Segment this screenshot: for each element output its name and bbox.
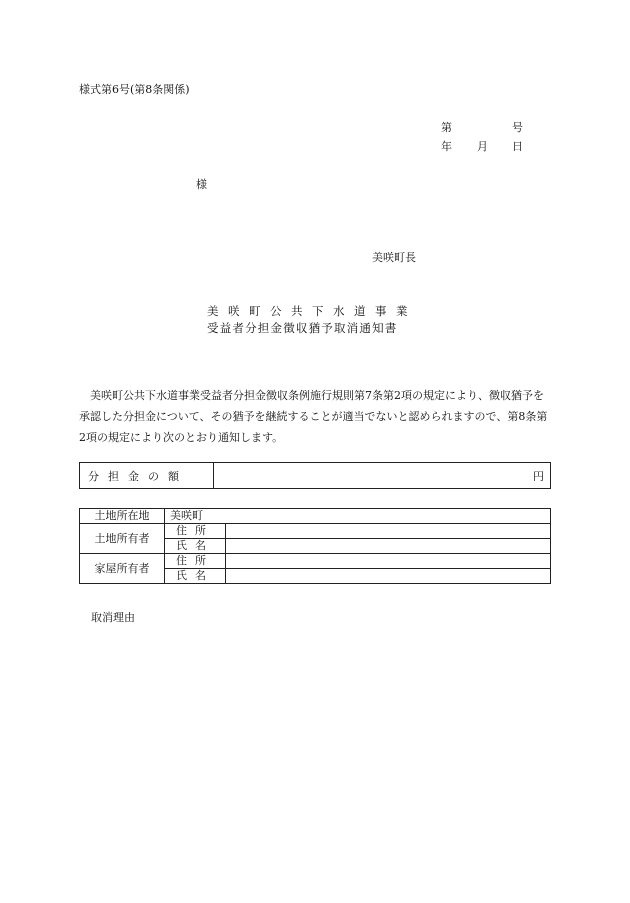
document-title-line1: 美咲町公共下水道事業 bbox=[207, 304, 417, 318]
land-owner-name-value bbox=[226, 539, 551, 554]
number-suffix: 号 bbox=[512, 121, 523, 134]
house-owner-name-value bbox=[226, 569, 551, 584]
land-location-label: 土地所在地 bbox=[80, 509, 165, 524]
document-title-line2: 受益者分担金徴収猶予取消通知書 bbox=[207, 321, 398, 335]
body-paragraph: 美咲町公共下水道事業受益者分担金徴収条例施行規則第7条第2項の規定により、徴収猶予を承認した分担金について、その猶予を継続することが適当でないと認められますので、第8条第2項の規定により次のとおり通知します。 bbox=[79, 389, 548, 444]
issuer-name: 美咲町長 bbox=[372, 251, 416, 264]
form-number: 様式第6号(第8条関係) bbox=[79, 83, 190, 96]
date-day: 日 bbox=[512, 140, 523, 153]
body-paragraph-block bbox=[79, 385, 551, 448]
amount-table bbox=[79, 462, 551, 489]
land-location-row bbox=[80, 509, 551, 524]
house-owner-address-row bbox=[80, 554, 551, 569]
number-prefix: 第 bbox=[441, 121, 452, 134]
house-owner-name-label: 氏名 bbox=[165, 569, 226, 584]
amount-row bbox=[80, 463, 551, 489]
land-owner-name-label: 氏名 bbox=[165, 539, 226, 554]
land-owner-label: 土地所有者 bbox=[80, 524, 165, 554]
land-owner-address-row bbox=[80, 524, 551, 539]
amount-unit: 円 bbox=[214, 463, 551, 489]
land-location-value: 美咲町 bbox=[165, 509, 551, 524]
owner-table bbox=[79, 508, 551, 584]
house-owner-address-label: 住所 bbox=[165, 554, 226, 569]
date-year: 年 bbox=[441, 140, 452, 153]
land-owner-address-value bbox=[226, 524, 551, 539]
cancellation-reason-label: 取消理由 bbox=[91, 611, 135, 624]
date-month: 月 bbox=[477, 140, 488, 153]
house-owner-label: 家屋所有者 bbox=[80, 554, 165, 584]
addressee-suffix: 様 bbox=[196, 178, 207, 191]
house-owner-address-value bbox=[226, 554, 551, 569]
land-owner-address-label: 住所 bbox=[165, 524, 226, 539]
amount-label: 分担金の額 bbox=[80, 463, 214, 489]
